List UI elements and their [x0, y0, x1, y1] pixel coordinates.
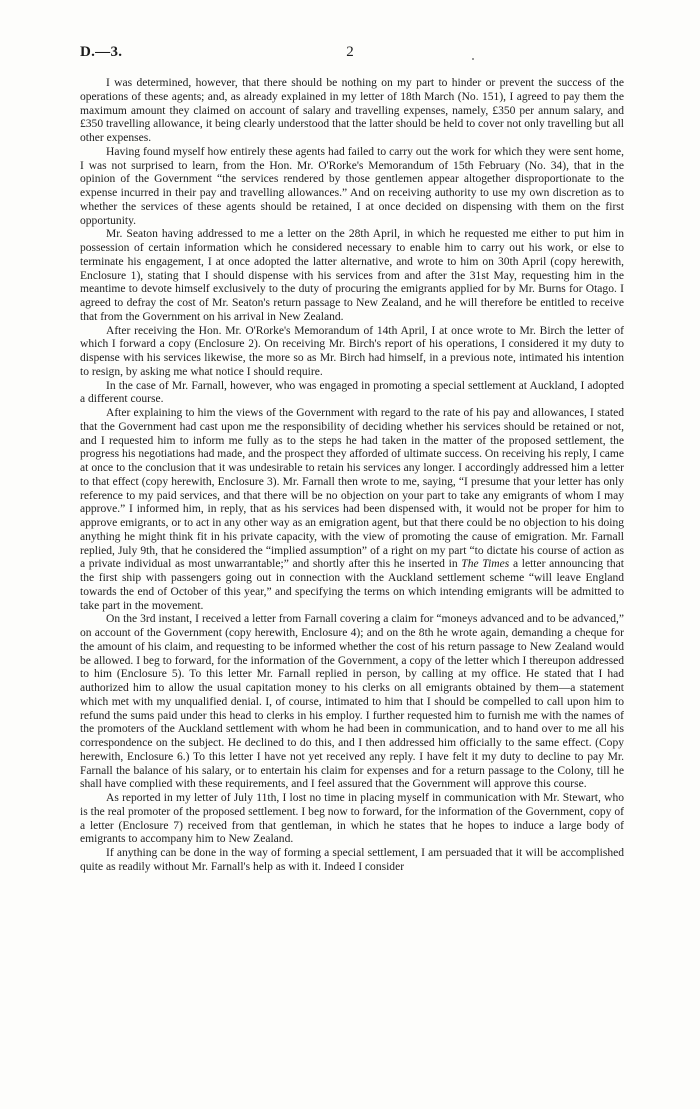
document-body	[80, 77, 624, 875]
paragraph-9: If anything can be done in the way of forming a special settlement, I am persuaded that it will be accomplished quite as readily without Mr. Farnall's help as with it. Indeed I consider	[80, 847, 624, 873]
paragraph-5: In the case of Mr. Farnall, however, who was engaged in promoting a special settlement at Auckland, I adopted a different course.	[80, 379, 624, 406]
paragraph-6-text-b: a letter announcing that the first ship with passengers going out in connection with the Auckland settlement scheme “will leave England towards the end of October of this year,” and specifying the terms on which intending emigrants will be admitted to take part in the movement.	[80, 558, 625, 612]
paragraph-4: After receiving the Hon. Mr. O'Rorke's Memorandum of 14th April, I at once wrote to Mr. Birch the letter of which I forward a copy (Enclosure 2). On receiving Mr. Birch's report of his operations, I considered it my duty to dispense with his services likewise, the more so as Mr. Birch had himself, in a previous note, intimated his intention to resign, by asking me what notice I should require.	[80, 324, 624, 378]
newspaper-title: The Times	[461, 558, 510, 571]
print-mark	[472, 58, 474, 60]
paragraph-8: As reported in my letter of July 11th, I lost no time in placing myself in communication with Mr. Stewart, who is the real promoter of the proposed settlement. I beg now to forward, for the information of the Government, copy of a letter (Enclosure 7) received from that gentleman, in which he states that he hopes to induce a large body of emigrants to accompany him to New Zealand.	[80, 792, 624, 846]
paragraph-2: Having found myself how entirely these agents had failed to carry out the work for which they were sent home, I was not surprised to learn, from the Hon. Mr. O'Rorke's Memorandum of 15th February (No. 34), that in the opinion of the Government “the services rendered by those gentlemen appear altogether disproportionate to the expense incurred in their pay and travelling allowances.” And on receiving authority to use my own discretion as to whether the services of these agents should be retained, I at once decided on dispensing with them on the first opportunity.	[80, 145, 624, 227]
paragraph-6-text-a: After explaining to him the views of the Government with regard to the rate of his pay and allowances, I stated that the Government had cast upon me the responsibility of deciding whether his services should be retained or not, and I requested him to inform me fully as to the steps he had taken in the matter of the proposed settlement, the progress his negotiations had made, and the prospect they afforded of ultimate success. On receiving his reply, I came at once to the conclusion that it was undesirable to retain his services any longer. I accordingly addressed him a letter to that effect (copy herewith, Enclosure 3). Mr. Farnall then wrote to me, saying, “I presume that your letter has only reference to my paid services, and that there will be no objection on your part to take any emigrants of whom I may approve.” I informed him, in reply, that as his services had been dispensed with, it would not be proper for him to approve emigrants, or to act in any other way as an emigration agent, but that there could be no objection to his doing anything he might think fit in his private capacity, with the view of promoting the cause of emigration. Mr. Farnall replied, July 9th, that he considered the “implied assumption” of a right on my part “to dictate his course of action as a private individual as most unwarrantable;” and shortly after this he inserted in	[80, 407, 624, 571]
page-number: 2	[346, 44, 354, 60]
paragraph-7: On the 3rd instant, I received a letter from Farnall covering a claim for “moneys advanced and to be advanced,” on account of the Government (copy herewith, Enclosure 4); and on the 8th he wrote again, demanding a cheque for the amount of his claim, and requesting to be informed whether the cost of his return passage to New Zealand would be allowed. I beg to forward, for the information of the Government, a copy of the letter which I thereupon addressed to him (Enclosure 5). To this letter Mr. Farnall replied in person, by calling at my office. He stated that I had authorized him to allow the usual capitation money to his clerks on all emigrants obtained by them—a statement which met with my unqualified denial. I, of course, intimated to him that I should be compelled to call upon him to refund the sums paid under this head to clerks in his employ. I further requested him to furnish me with the names of the promoters of the Auckland settlement with whom he had been in communication, and to hand over to me all his correspondence on the subject. He declined to do this, and I then addressed him officially to the same effect. (Copy herewith, Enclosure 6.) To this letter I have not yet received any reply. I have felt it my duty to decline to pay Mr. Farnall the balance of his salary, or to entertain his claim for expenses and for a return passage to the Colony, till he shall have complied with these requirements, and I feel assured that the Government will approve this course.	[80, 613, 624, 791]
paragraph-3: Mr. Seaton having addressed to me a letter on the 28th April, in which he requested me either to put him in possession of certain information which he considered necessary to enable him to carry out his work, or else to terminate his engagement, I at once adopted the latter alternative, and wrote to him on 30th April (copy herewith, Enclosure 1), stating that I should dispense with his services from and after the 31st May, requesting him in the meantime to devote himself exclusively to the duty of procuring the emigrants applied for by Mr. Burns for Otago. I agreed to defray the cost of Mr. Seaton's return passage to New Zealand, and he will therefore be entitled to receive that from the Government on his arrival in New Zealand.	[80, 228, 624, 323]
paragraph-1: I was determined, however, that there should be nothing on my part to hinder or prevent the success of the operations of these agents; and, as already explained in my letter of 18th March (No. 151), I agreed to pay them the maximum amount they claimed on account of salary and travelling expenses, namely, £350 per annum salary, and £350 travelling allowance, it being clearly understood that the latter should be held to cover not only travelling but all other expenses.	[80, 77, 624, 144]
document-reference: D.—3.	[80, 44, 123, 60]
page-header	[80, 44, 620, 64]
paragraph-6	[80, 407, 624, 613]
